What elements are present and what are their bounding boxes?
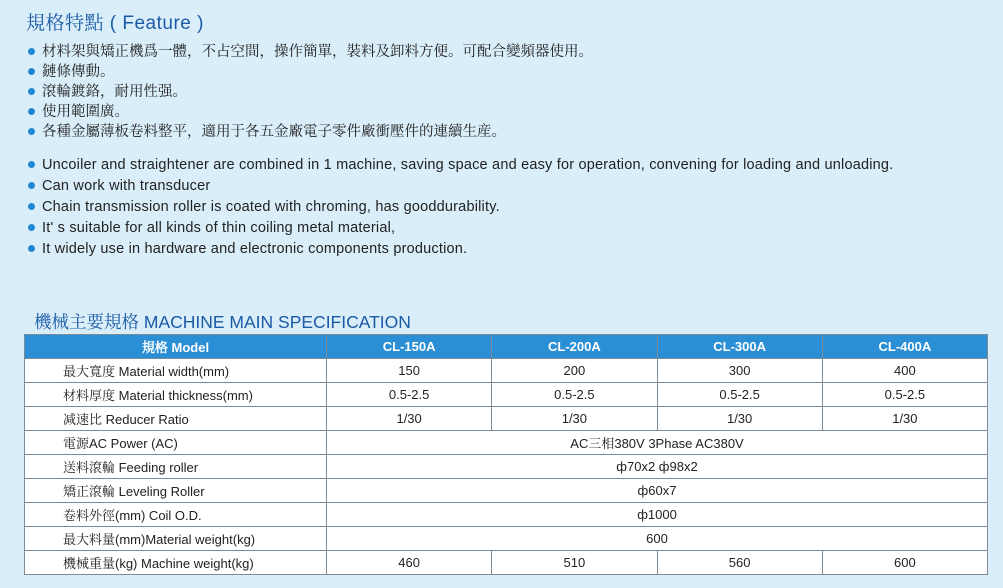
row-label: 電源AC Power (AC) — [25, 431, 327, 455]
feature-item — [26, 62, 593, 82]
feature-item-text: Chain transmission roller is coated with chroming, has gooddurability. — [42, 199, 500, 215]
feature-item — [26, 218, 976, 239]
cell-value: 150 — [327, 359, 492, 383]
feature-item — [26, 155, 976, 176]
header-cl-300a: CL-300A — [657, 335, 822, 359]
cell-value: 0.5-2.5 — [657, 383, 822, 407]
table-row — [25, 407, 988, 431]
cell-value: 0.5-2.5 — [492, 383, 657, 407]
table-row — [25, 503, 988, 527]
cell-value-merged: 600 — [327, 527, 988, 551]
bullet-icon — [28, 161, 35, 168]
feature-item — [26, 239, 976, 260]
cell-value: 1/30 — [657, 407, 822, 431]
feature-item — [26, 176, 976, 197]
row-label: 最大料量(mm)Material weight(kg) — [25, 527, 327, 551]
feature-item-text: It widely use in hardware and electronic components production. — [42, 241, 468, 257]
cell-value-merged: AC三相380V 3Phase AC380V — [327, 431, 988, 455]
feature-item — [26, 82, 593, 102]
row-label: 送料滾輪 Feeding roller — [25, 455, 327, 479]
cell-value: 600 — [822, 551, 987, 575]
cell-value-merged: ф1000 — [327, 503, 988, 527]
spec-title: 機械主要規格 MACHINE MAIN SPECIFICATION — [34, 312, 411, 332]
table-row — [25, 455, 988, 479]
feature-item-text: 各種金屬薄板卷料整平，適用于各五金廠電子零件廠衝壓件的連續生産。 — [42, 124, 506, 140]
cell-value: 1/30 — [822, 407, 987, 431]
table-row — [25, 551, 988, 575]
header-cl-200a: CL-200A — [492, 335, 657, 359]
cell-value: 300 — [657, 359, 822, 383]
bullet-icon — [28, 68, 35, 75]
row-label: 材料厚度 Material thickness(mm) — [25, 383, 327, 407]
cell-value: 1/30 — [327, 407, 492, 431]
row-label: 機械重量(kg) Machine weight(kg) — [25, 551, 327, 575]
feature-item-text: Can work with transducer — [42, 178, 211, 194]
table-row — [25, 383, 988, 407]
table-row — [25, 431, 988, 455]
bullet-icon — [28, 88, 35, 95]
feature-title: 規格特點 ( Feature ) — [26, 13, 204, 34]
feature-item-text: 滾輪鍍鉻，耐用性强。 — [42, 84, 187, 100]
bullet-icon — [28, 182, 35, 189]
bullet-icon — [28, 128, 35, 135]
bullet-icon — [28, 108, 35, 115]
feature-item — [26, 197, 976, 218]
cell-value: 400 — [822, 359, 987, 383]
cell-value: 560 — [657, 551, 822, 575]
cell-value: 460 — [327, 551, 492, 575]
table-row — [25, 527, 988, 551]
feature-list-chinese — [26, 42, 593, 142]
cell-value: 0.5-2.5 — [327, 383, 492, 407]
bullet-icon — [28, 48, 35, 55]
spec-header-row — [25, 335, 988, 359]
row-label: 最大寬度 Material width(mm) — [25, 359, 327, 383]
header-cl-150a: CL-150A — [327, 335, 492, 359]
feature-item-text: It' s suitable for all kinds of thin coiling metal material, — [42, 220, 396, 236]
row-label: 减速比 Reducer Ratio — [25, 407, 327, 431]
header-cl-400a: CL-400A — [822, 335, 987, 359]
bullet-icon — [28, 245, 35, 252]
feature-item — [26, 102, 593, 122]
feature-list-english — [26, 155, 976, 260]
table-row — [25, 359, 988, 383]
cell-value: 1/30 — [492, 407, 657, 431]
feature-item — [26, 42, 593, 62]
cell-value-merged: ф70x2 ф98x2 — [327, 455, 988, 479]
row-label: 矯正滾輪 Leveling Roller — [25, 479, 327, 503]
feature-item-text: 使用範圍廣。 — [42, 104, 129, 120]
cell-value: 510 — [492, 551, 657, 575]
cell-value-merged: ф60x7 — [327, 479, 988, 503]
bullet-icon — [28, 203, 35, 210]
cell-value: 0.5-2.5 — [822, 383, 987, 407]
spec-table — [24, 334, 988, 575]
cell-value: 200 — [492, 359, 657, 383]
row-label: 卷料外徑(mm) Coil O.D. — [25, 503, 327, 527]
bullet-icon — [28, 224, 35, 231]
header-model: 規格 Model — [25, 335, 327, 359]
feature-item — [26, 122, 593, 142]
feature-item-text: 鏈條傳動。 — [42, 64, 115, 80]
feature-item-text: 材料架與矯正機爲一體，不占空間，操作簡單，裝料及卸料方便。可配合變頻器使用。 — [42, 44, 593, 60]
feature-item-text: Uncoiler and straightener are combined in 1 machine, saving space and easy for operation, convening for loading and unloading. — [42, 157, 894, 173]
table-row — [25, 479, 988, 503]
